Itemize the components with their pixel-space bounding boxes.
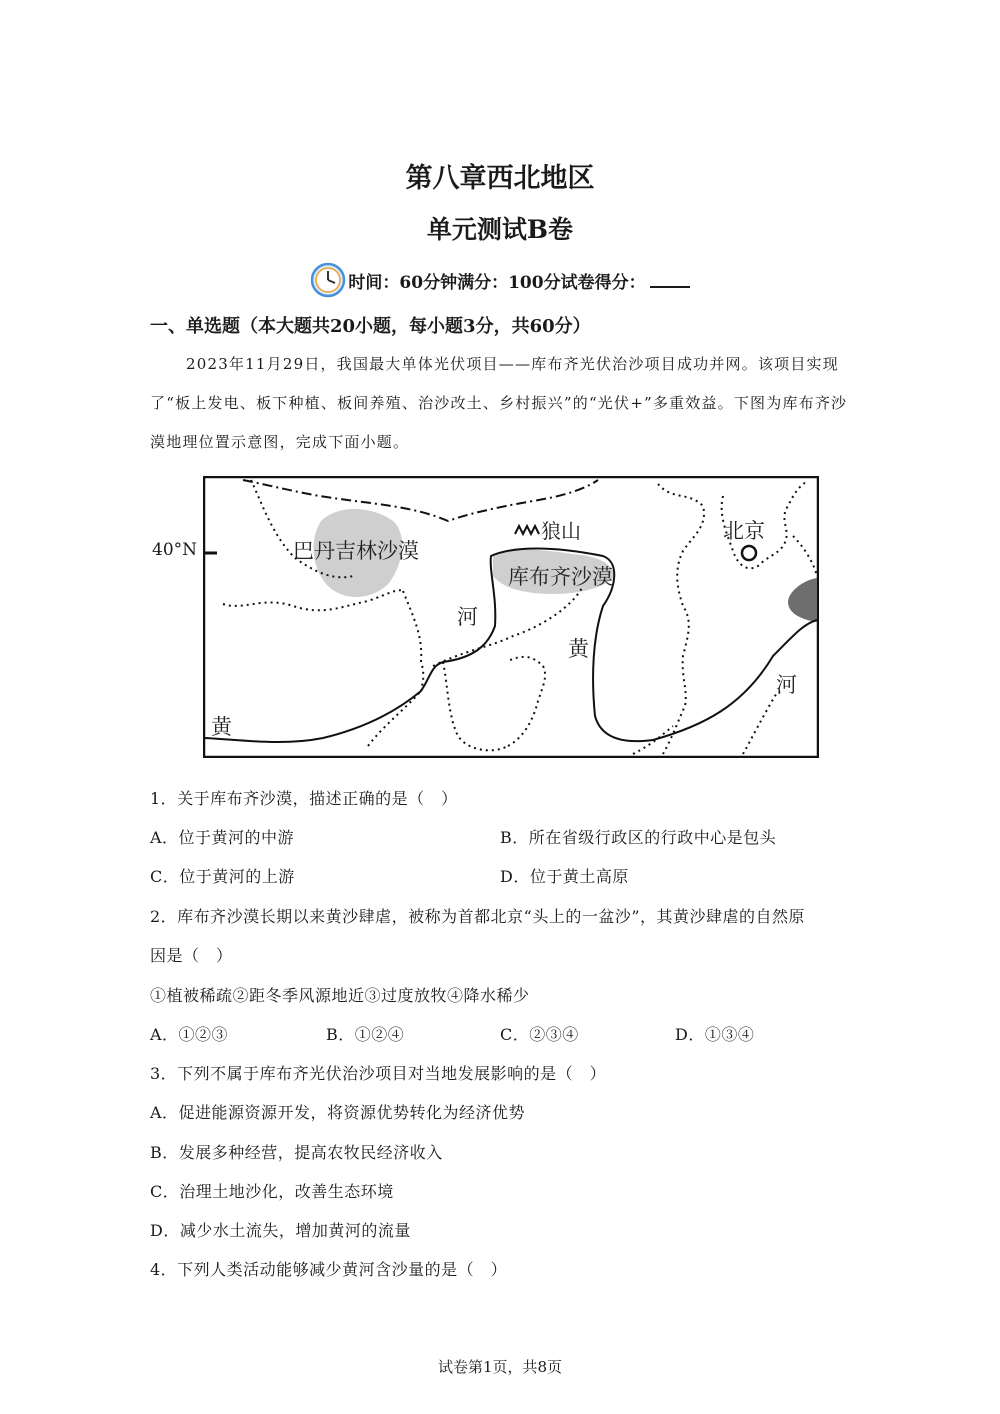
option-2b[interactable]: B．①②④ (326, 1025, 405, 1044)
label-huang1: 黄 (568, 637, 589, 661)
option-2c[interactable]: C．②③④ (500, 1025, 579, 1044)
label-he1: 河 (457, 605, 478, 629)
option-1b[interactable]: B．所在省级行政区的行政中心是包头 (500, 828, 777, 847)
label-he2: 河 (776, 673, 797, 697)
label-kubuqi: 库布齐沙漠 (508, 565, 613, 589)
label-beijing: 北京 (723, 519, 765, 543)
exam-meta-text: 时间：60分钟满分：100分试卷得分： (348, 272, 646, 293)
passage: 2023年11月29日，我国最大单体光伏项目——库布齐光伏治沙项目成功并网。该项目实现了“板上发电、板下种植、板间养殖、治沙改土、乡村振兴”的“光伏+”多重效益。下图为库布齐沙漠地理位置示意图，完成下面小题。 (150, 355, 848, 451)
option-2a[interactable]: A．①②③ (150, 1025, 229, 1044)
option-2d[interactable]: D．①③④ (675, 1025, 755, 1044)
beijing-marker-icon (742, 546, 756, 560)
question-2-stem-line2: 因是（ ） (150, 946, 233, 965)
option-1c[interactable]: C．位于黄河的上游 (150, 867, 295, 886)
question-4-stem: 4．下列人类活动能够减少黄河含沙量的是（ ） (150, 1260, 508, 1279)
clock-icon (310, 262, 346, 298)
option-1d[interactable]: D．位于黄土高原 (500, 867, 629, 886)
label-langshan: 狼山 (541, 519, 581, 543)
chapter-title: 第八章西北地区 (405, 163, 595, 194)
question-3-stem: 3．下列不属于库布齐光伏治沙项目对当地发展影响的是（ ） (150, 1064, 607, 1083)
question-2-stem-line1: 2．库布齐沙漠长期以来黄沙肆虐，被称为首都北京“头上的一盆沙”，其黄沙肆虐的自然原 (150, 907, 806, 926)
question-2-statements: ①植被稀疏②距冬季风源地近③过度放牧④降水稀少 (150, 986, 530, 1005)
option-3b[interactable]: B．发展多种经营，提高农牧民经济收入 (150, 1143, 443, 1162)
exam-meta (0, 262, 1000, 298)
question-1-stem: 1．关于库布齐沙漠，描述正确的是（ ） (150, 789, 458, 808)
option-3a[interactable]: A．促进能源资源开发，将资源优势转化为经济优势 (150, 1103, 526, 1122)
score-blank[interactable] (650, 272, 690, 288)
section-heading: 一、单选题（本大题共20小题，每小题3分，共60分） (150, 316, 591, 337)
page-footer: 试卷第1页，共8页 (437, 1358, 563, 1376)
option-1a[interactable]: A．位于黄河的中游 (150, 828, 295, 847)
test-subtitle: 单元测试B卷 (426, 215, 574, 244)
option-3d[interactable]: D．减少水土流失，增加黄河的流量 (150, 1221, 411, 1240)
kubuqi-location-map (203, 476, 819, 758)
label-badain: 巴丹吉林沙漠 (293, 539, 419, 563)
label-huang2: 黄 (211, 715, 232, 739)
lat-label: 40°N (152, 540, 198, 560)
option-3c[interactable]: C．治理土地沙化，改善生态环境 (150, 1182, 394, 1201)
